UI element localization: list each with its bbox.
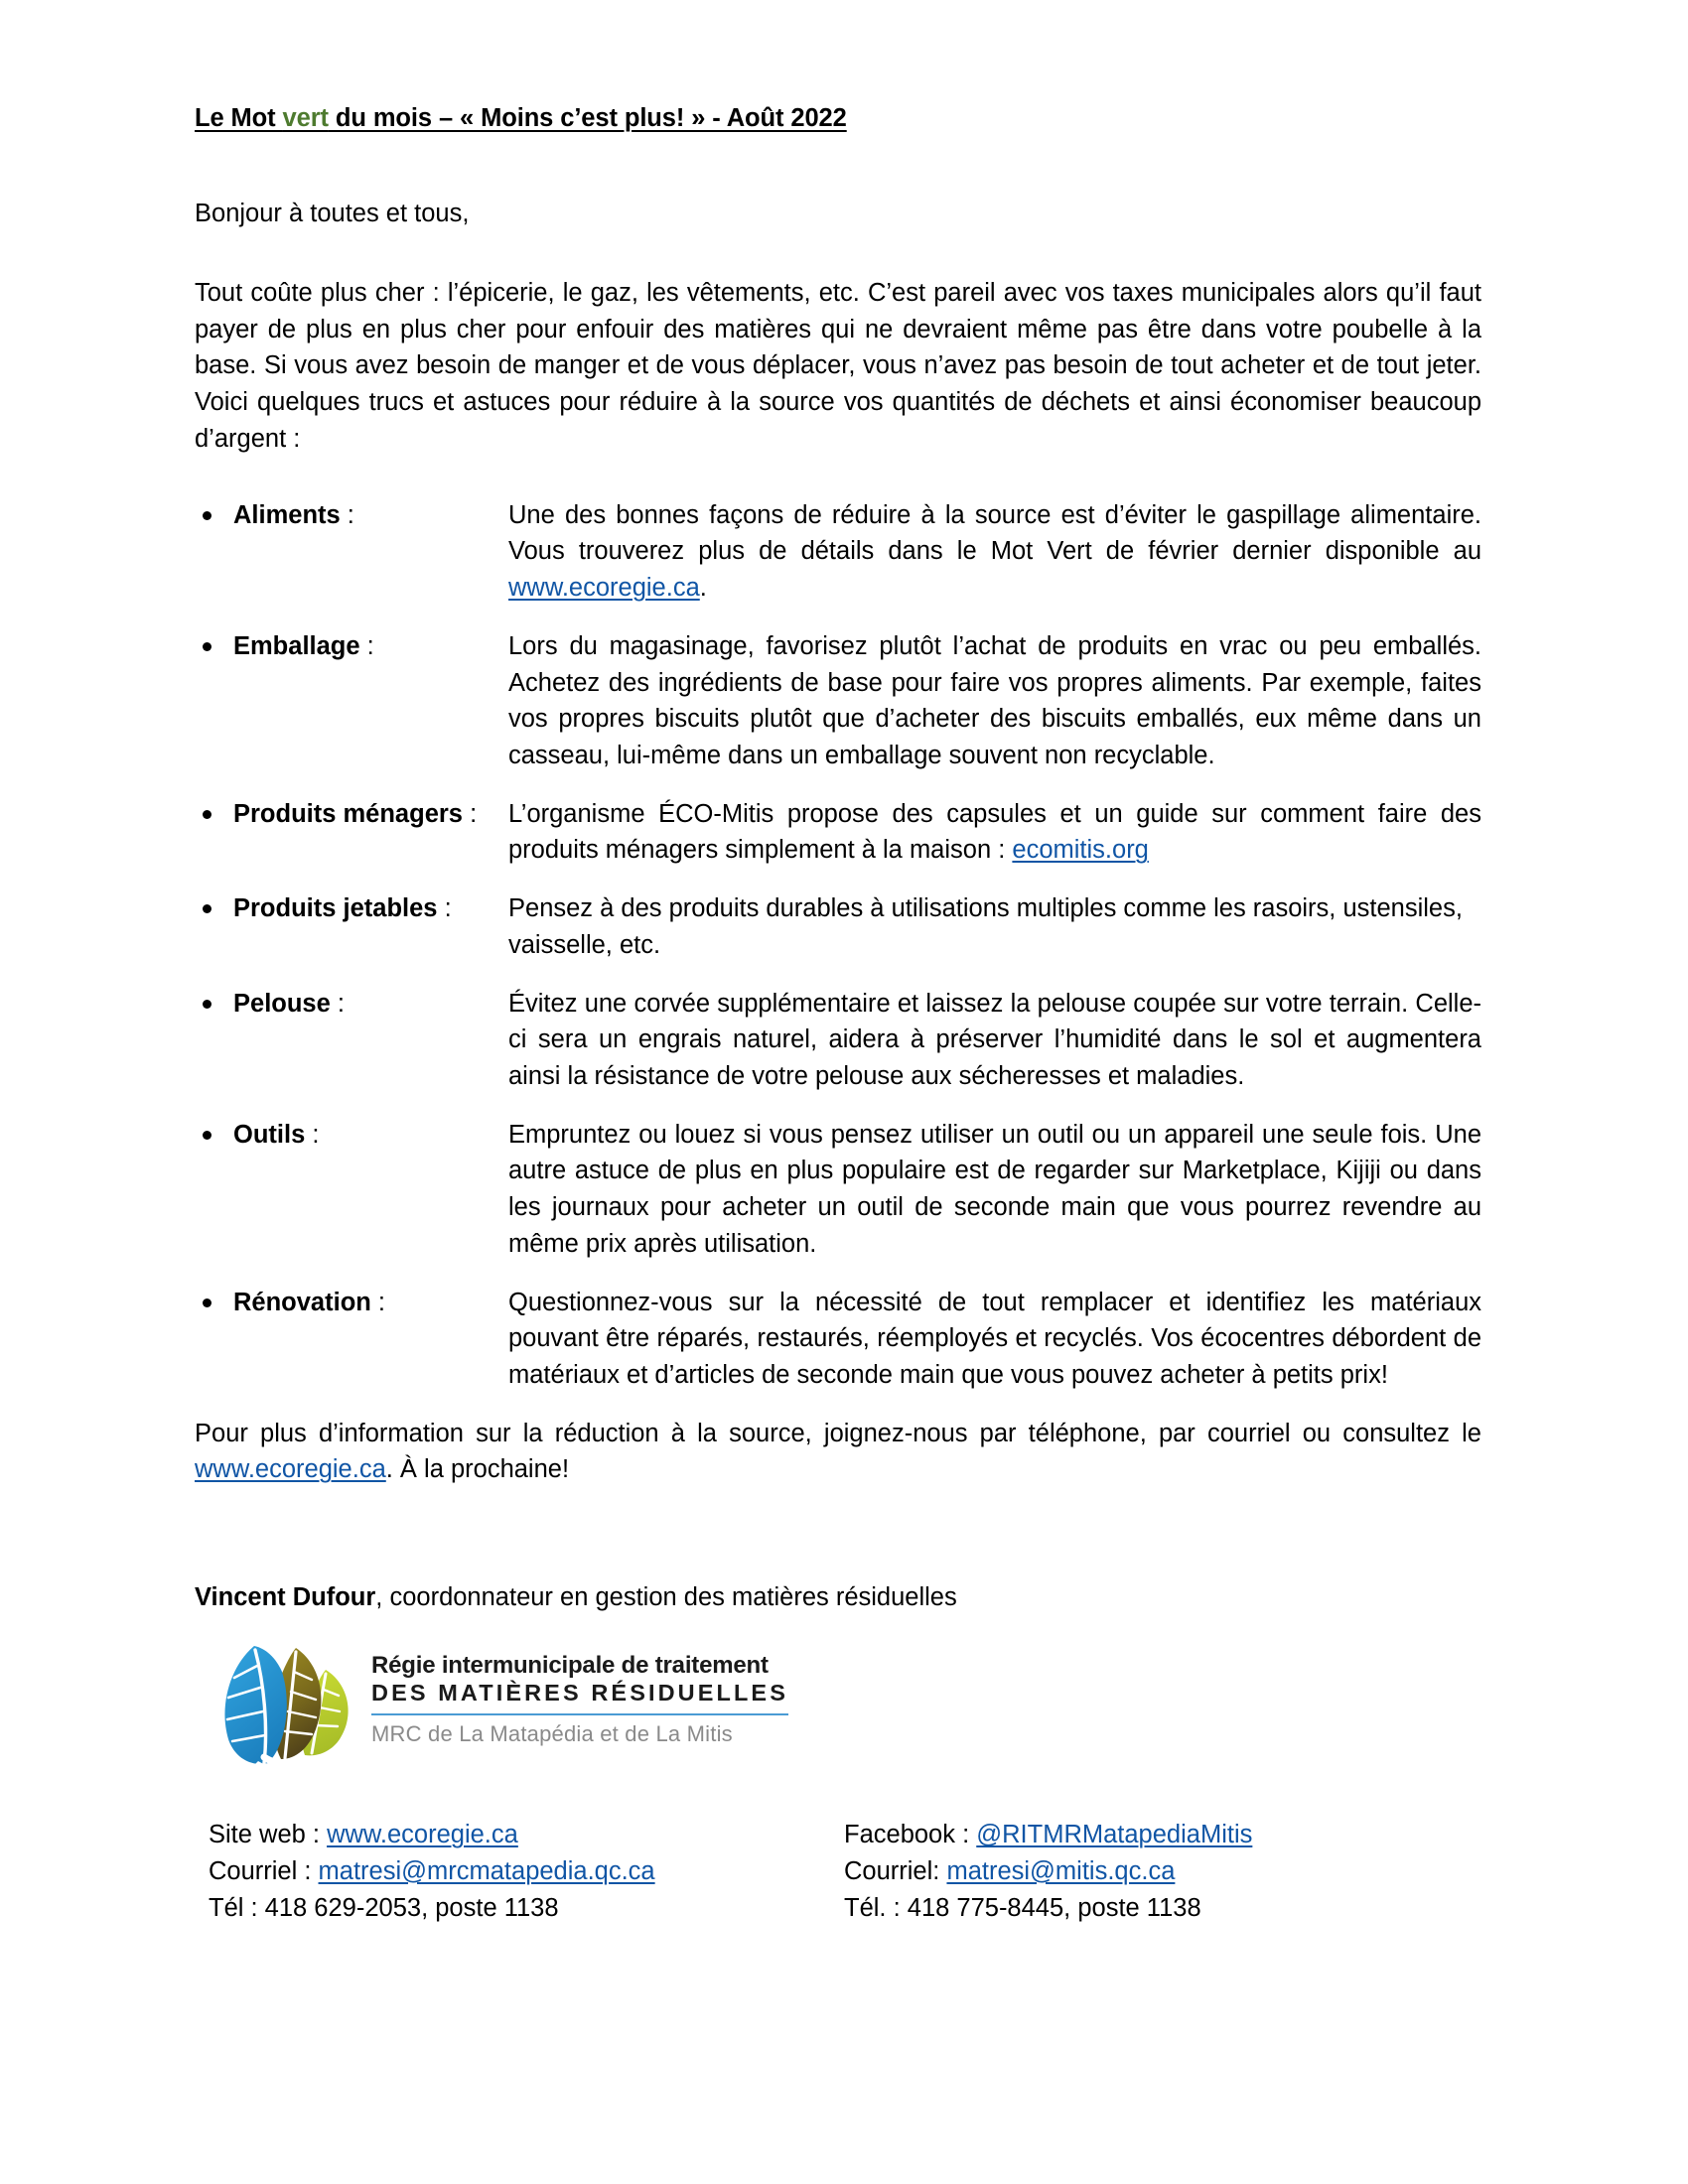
- tip-description: [508, 628, 1481, 774]
- tip-term-cell: [195, 1117, 508, 1154]
- facebook-label: Facebook :: [844, 1821, 977, 1849]
- list-item: [195, 796, 1481, 869]
- logo-line-2: DES MATIÈRES RÉSIDUELLES: [371, 1680, 788, 1706]
- logo-tagline: MRC de La Matapédia et de La Mitis: [371, 1721, 733, 1747]
- tip-description: [508, 796, 1481, 869]
- tip-term-text: Aliments: [233, 500, 341, 529]
- signature-role: , coordonnateur en gestion des matières résiduelles: [375, 1583, 957, 1612]
- tip-desc-before: Pensez à des produits durables à utilisations multiples comme les rasoirs, ustensiles, vaisselle, etc.: [508, 894, 1463, 959]
- bullet-icon: [203, 511, 211, 520]
- tip-term: [233, 890, 452, 927]
- tip-term-colon: :: [340, 500, 354, 529]
- tip-term-text: Emballage: [233, 631, 360, 660]
- tip-desc-before: Empruntez ou louez si vous pensez utiliser un outil ou un appareil une seule fois. Une autre astuce de plus en plus populaire est de regarder sur Marketplace, Kijiji ou dans les journaux pour acheter un outil de seconde main que vous pourrez revendre au même prix après utilisation.: [508, 1120, 1481, 1258]
- tip-term-text: Produits ménagers: [233, 799, 463, 828]
- list-item: [195, 1285, 1481, 1394]
- closing-before: Pour plus d’information sur la réduction à la source, joignez-nous par téléphone, par courriel ou consultez le: [195, 1419, 1481, 1447]
- site-link[interactable]: www.ecoregie.ca: [327, 1821, 518, 1849]
- tip-term-colon: :: [330, 989, 345, 1018]
- document-body: [195, 103, 1481, 1926]
- tip-term-text: Rénovation: [233, 1288, 371, 1316]
- tip-term-colon: :: [437, 894, 452, 923]
- contact-email-row: [209, 1853, 844, 1890]
- tip-term: [233, 1117, 319, 1154]
- tip-description: [508, 1285, 1481, 1394]
- tip-term-text: Outils: [233, 1120, 306, 1149]
- tip-term-colon: :: [305, 1120, 320, 1149]
- tip-description: [508, 890, 1481, 963]
- tip-term-cell: [195, 796, 508, 833]
- bullet-icon: [203, 642, 211, 651]
- list-item: [195, 890, 1481, 963]
- bullet-icon: [203, 904, 211, 913]
- tip-term-colon: :: [370, 1288, 386, 1316]
- tip-term-cell: [195, 890, 508, 927]
- email-link[interactable]: matresi@mitis.qc.ca: [946, 1857, 1176, 1886]
- list-item: [195, 986, 1481, 1095]
- tip-term: [233, 986, 345, 1023]
- contact-footer: [209, 1817, 1481, 1926]
- title-word-vert: vert: [282, 104, 329, 132]
- signature-name: Vincent Dufour: [195, 1583, 376, 1612]
- tip-desc-before: Questionnez-vous sur la nécessité de tout remplacer et identifiez les matériaux pouvant être réparés, restaurés, réemployés et recyclés. Vos écocentres débordent de matériaux et d’articles de seconde main que vous pouvez acheter à petits prix!: [508, 1288, 1481, 1389]
- email-label: Courriel:: [844, 1857, 947, 1886]
- tip-term: [233, 796, 477, 833]
- intro-paragraph: Tout coûte plus cher : l’épicerie, le gaz, les vêtements, etc. C’est pareil avec vos taxes municipales alors qu’il faut payer de plus en plus cher pour enfouir des matières qui ne devraient même pas être dans votre poubelle à la base. Si vous avez besoin de manger et de vous déplacer, vous n’avez pas besoin de tout acheter et de tout jeter. Voici quelques trucs et astuces pour réduire à la source vos quantités de déchets et ainsi économiser beaucoup d’argent :: [195, 279, 1481, 453]
- tip-desc-after: .: [699, 574, 707, 603]
- contact-facebook-row: [844, 1817, 1481, 1853]
- bullet-icon: [203, 1131, 211, 1140]
- site-label: Site web :: [209, 1821, 328, 1849]
- email-label: Courriel :: [209, 1857, 319, 1886]
- spacer: [195, 1488, 1481, 1581]
- closing-after: . À la prochaine!: [385, 1455, 570, 1484]
- tip-term-cell: [195, 497, 508, 534]
- facebook-link[interactable]: @RITMRMatapediaMitis: [976, 1821, 1253, 1849]
- tip-term: [233, 628, 374, 665]
- page-title: [195, 103, 1481, 135]
- contact-site-row: [209, 1817, 844, 1853]
- tip-term-cell: [195, 1285, 508, 1321]
- leaves-icon: [209, 1632, 359, 1771]
- signature-line: [195, 1581, 1481, 1614]
- contact-phone-row: Tél : 418 629-2053, poste 1138: [209, 1893, 559, 1922]
- organization-logo: [209, 1632, 1481, 1771]
- tip-description: [508, 1117, 1481, 1263]
- tip-term-cell: [195, 986, 508, 1023]
- title-part-before: Le Mot: [195, 104, 283, 132]
- tip-term: [233, 1285, 385, 1321]
- greeting-text: Bonjour à toutes et tous,: [195, 199, 470, 227]
- tip-term-cell: [195, 628, 508, 665]
- contact-column-matapedia: [209, 1817, 844, 1926]
- tip-term-text: Pelouse: [233, 989, 331, 1018]
- tip-term-colon: :: [359, 631, 374, 660]
- list-item: [195, 497, 1481, 607]
- ecomitis-link[interactable]: ecomitis.org: [1012, 836, 1149, 865]
- tip-desc-before: L’organisme ÉCO-Mitis propose des capsules et un guide sur comment faire des produits ménagers simplement à la maison :: [508, 799, 1481, 865]
- tip-description: [508, 986, 1481, 1095]
- logo-line-1: Régie intermunicipale de traitement: [371, 1652, 769, 1680]
- email-link[interactable]: matresi@mrcmatapedia.qc.ca: [318, 1857, 655, 1886]
- ecoregie-link[interactable]: www.ecoregie.ca: [508, 574, 700, 603]
- list-item: [195, 628, 1481, 774]
- tip-description: [508, 497, 1481, 607]
- bullet-icon: [203, 810, 211, 819]
- tip-term-text: Produits jetables: [233, 894, 438, 923]
- tip-desc-before: Évitez une corvée supplémentaire et laissez la pelouse coupée sur votre terrain. Celle-ci sera un engrais naturel, aidera à préserver l’humidité dans le sol et augmentera ainsi la résistance de votre pelouse aux sécheresses et maladies.: [508, 989, 1481, 1090]
- tips-list: [195, 497, 1481, 1394]
- logo-divider: [371, 1713, 788, 1715]
- list-item: [195, 1117, 1481, 1263]
- ecoregie-link-closing[interactable]: www.ecoregie.ca: [195, 1455, 386, 1484]
- tip-desc-before: Une des bonnes façons de réduire à la source est d’éviter le gaspillage alimentaire. Vous trouverez plus de détails dans le Mot Vert de février dernier disponible au: [508, 500, 1481, 566]
- bullet-icon: [203, 1298, 211, 1307]
- contact-column-mitis: [844, 1817, 1481, 1926]
- logo-text-block: [371, 1653, 788, 1750]
- title-part-after: du mois – « Moins c’est plus! » - Août 2022: [328, 104, 847, 132]
- contact-phone-row: Tél. : 418 775-8445, poste 1138: [844, 1893, 1201, 1922]
- contact-email-row: [844, 1853, 1481, 1890]
- tip-term-colon: :: [462, 799, 478, 828]
- closing-paragraph: [195, 1416, 1481, 1488]
- tip-term: [233, 497, 354, 534]
- bullet-icon: [203, 1000, 211, 1009]
- tip-desc-before: Lors du magasinage, favorisez plutôt l’achat de produits en vrac ou peu emballés. Achetez des ingrédients de base pour faire vos propres aliments. Par exemple, faites vos propres biscuits plutôt que d’acheter des biscuits emballés, eux même dans un casseau, lui-même dans un emballage souvent non recyclable.: [508, 631, 1481, 769]
